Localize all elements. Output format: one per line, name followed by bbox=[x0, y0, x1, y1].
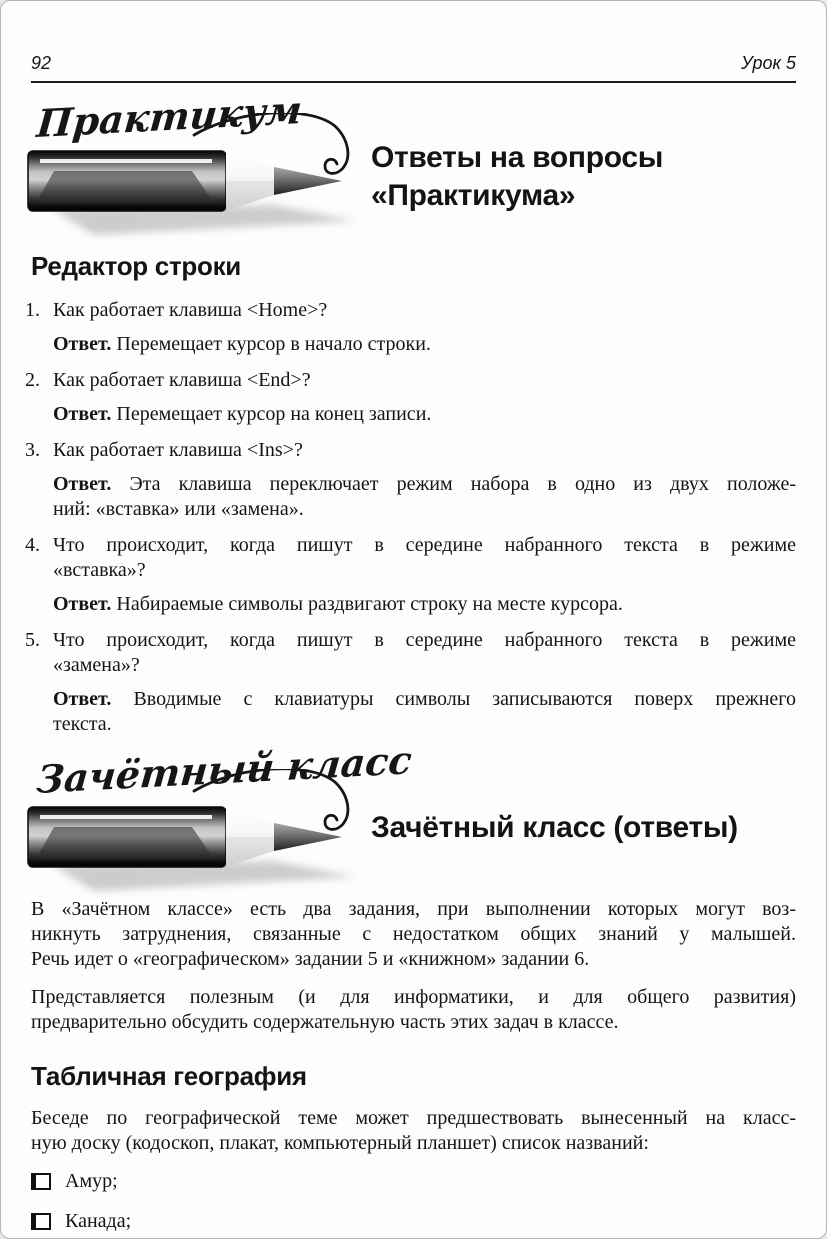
handwritten-practicum-label: Практикум bbox=[35, 86, 304, 146]
item-number: 4. bbox=[25, 534, 40, 556]
line-editor-heading: Редактор строки bbox=[31, 251, 241, 281]
text-line: Как работает клавиша <Ins>? bbox=[53, 439, 303, 461]
names-list bbox=[31, 1169, 796, 1234]
question-text bbox=[53, 368, 796, 393]
qa-item-3 bbox=[25, 438, 796, 522]
text-line: никнуть затруднения, связанные с недостатком общих знаний у малышей. bbox=[31, 923, 796, 945]
text-line: «замена»? bbox=[53, 654, 140, 676]
handwritten-zachet-label: Зачётный класс bbox=[35, 737, 414, 802]
question-text bbox=[53, 533, 796, 583]
answer-text bbox=[53, 592, 796, 617]
geography-intro bbox=[31, 1106, 796, 1156]
zachet-answers-title bbox=[371, 809, 813, 847]
table-geography-heading: Табличная география bbox=[31, 1061, 307, 1091]
item-number: 3. bbox=[25, 439, 40, 461]
square-bullet-icon bbox=[31, 1173, 51, 1190]
qa-item-1 bbox=[25, 298, 796, 357]
question-text bbox=[53, 628, 796, 678]
practicum-banner bbox=[31, 86, 796, 241]
text-line: Зачётный класс (ответы) bbox=[371, 811, 738, 844]
list-item bbox=[31, 1169, 796, 1194]
page-number: 92 bbox=[31, 53, 52, 73]
qa-item-5 bbox=[25, 628, 796, 737]
question-text bbox=[53, 298, 796, 323]
text-line: предварительно обсудить содержательную часть этих задач в классе. bbox=[31, 1011, 619, 1033]
text-line: Представляется полезным (и для информатики, и для общего развития) bbox=[31, 986, 796, 1008]
answer-text bbox=[53, 402, 796, 427]
qa-item-4 bbox=[25, 533, 796, 617]
text-line: В «Зачётном классе» есть два задания, при выполнении которых могут воз- bbox=[31, 898, 796, 920]
text-line: Речь идет о «географическом» задании 5 и «книжном» задании 6. bbox=[31, 948, 590, 970]
question-text bbox=[53, 438, 796, 463]
list-item-label: Канада; bbox=[65, 1210, 132, 1232]
lesson-label: Урок 5 bbox=[741, 53, 796, 73]
zachet-paragraph-2 bbox=[31, 985, 796, 1035]
list-item bbox=[31, 1209, 796, 1234]
zachet-paragraph-1 bbox=[31, 897, 796, 972]
text-line: текста. bbox=[53, 713, 112, 735]
text-line: Что происходит, когда пишут в середине набранного текста в режиме bbox=[53, 629, 796, 651]
answer-text bbox=[53, 472, 796, 522]
text-line: Что происходит, когда пишут в середине набранного текста в режиме bbox=[53, 534, 796, 556]
text-line: Ответы на вопросы bbox=[371, 141, 664, 174]
text-line: Как работает клавиша <Home>? bbox=[53, 299, 328, 321]
answer-text bbox=[53, 687, 796, 737]
answer-text bbox=[53, 332, 796, 357]
page-header bbox=[31, 1, 796, 83]
item-number: 1. bbox=[25, 299, 40, 321]
item-number: 2. bbox=[25, 369, 40, 391]
square-bullet-icon bbox=[31, 1213, 51, 1230]
qa-list bbox=[25, 298, 796, 737]
list-item-label: Амур; bbox=[65, 1170, 118, 1192]
zachet-banner bbox=[31, 737, 796, 897]
text-line: «вставка»? bbox=[53, 559, 146, 581]
qa-item-2 bbox=[25, 368, 796, 427]
text-line: Ответ. Эта клавиша переключает режим набора в одно из двух положе- bbox=[53, 473, 796, 495]
text-line: Ответ. Набираемые символы раздвигают строку на месте курсора. bbox=[53, 593, 623, 615]
text-line: Беседе по географической теме может предшествовать вынесенный на класс- bbox=[31, 1107, 796, 1129]
text-line: «Практикума» bbox=[371, 179, 576, 213]
text-line: Ответ. Перемещает курсор на конец записи. bbox=[53, 403, 432, 425]
practicum-answers-title bbox=[371, 139, 813, 216]
item-number: 5. bbox=[25, 629, 40, 651]
text-line: Ответ. Вводимые с клавиатуры символы записываются поверх прежнего bbox=[53, 688, 796, 710]
text-line: ний: «вставка» или «замена». bbox=[53, 498, 304, 520]
text-line: Как работает клавиша <End>? bbox=[53, 369, 311, 391]
text-line: Ответ. Перемещает курсор в начало строки. bbox=[53, 333, 431, 355]
text-line: ную доску (кодоскоп, плакат, компьютерный планшет) список названий: bbox=[31, 1132, 649, 1154]
